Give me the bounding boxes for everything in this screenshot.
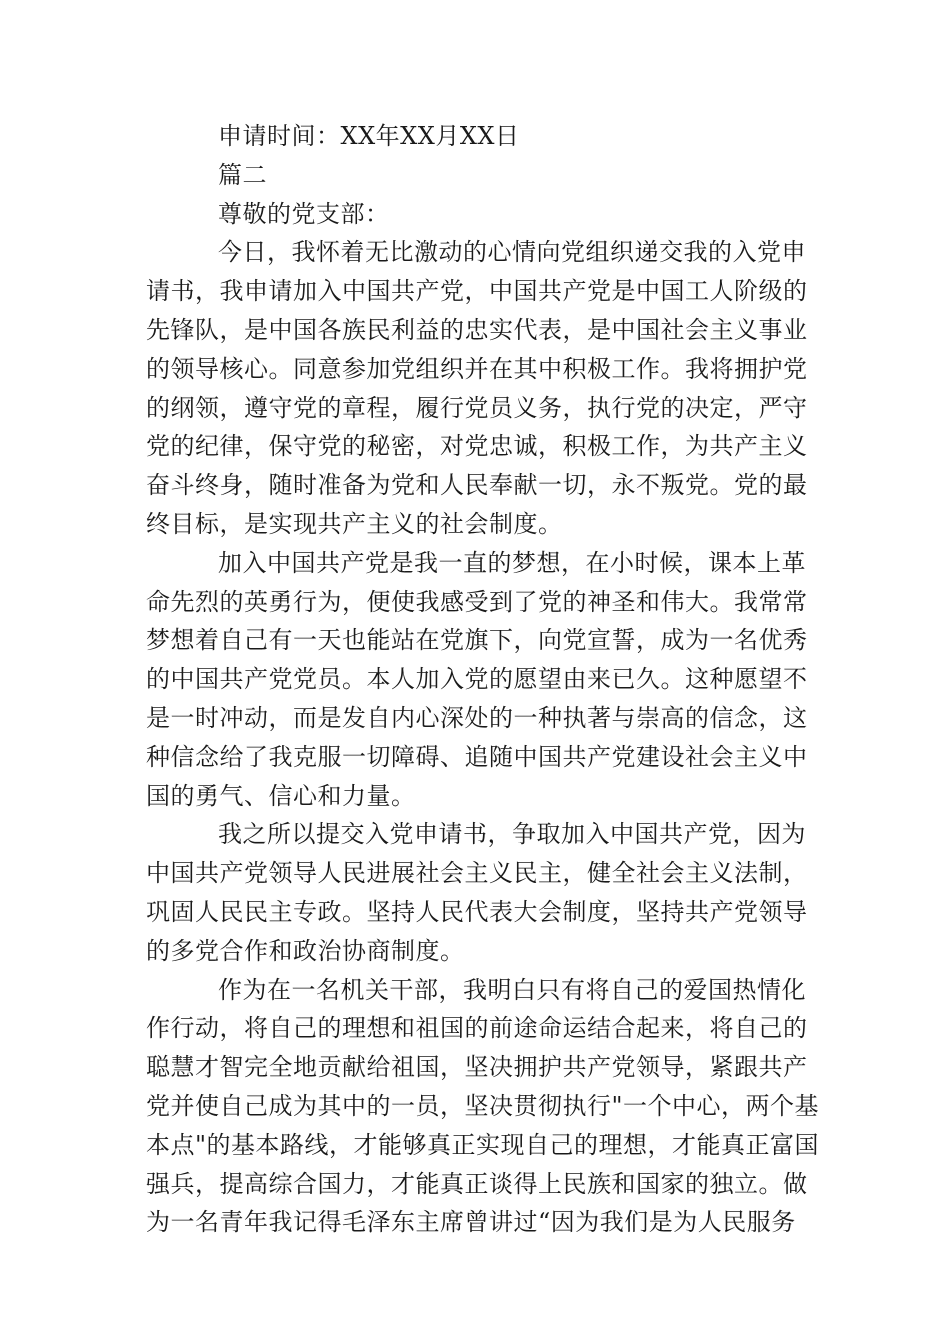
text-line: 的纲领，遵守党的章程，履行党员义务，执行党的决定，严守 <box>146 393 808 422</box>
text-line: 先锋队，是中国各族民利益的忠实代表，是中国社会主义事业 <box>146 315 808 344</box>
text-line: 种信念给了我克服一切障碍、追随中国共产党建设社会主义中 <box>146 742 808 771</box>
text-line: 为一名青年我记得毛泽东主席曾讲过“因为我们是为人民服务 <box>146 1208 796 1237</box>
paragraph-4 <box>146 971 820 1243</box>
salutation: 尊敬的党支部： <box>218 199 390 228</box>
text-line: 我之所以提交入党申请书，争取加入中国共产党，因为 <box>218 820 806 849</box>
text-line: 党并使自己成为其中的一员，坚决贯彻执行"一个中心，两个基 <box>146 1091 820 1120</box>
text-line: 是一时冲动，而是发自内心深处的一种执著与崇高的信念，这 <box>146 703 808 732</box>
text-line: 中国共产党领导人民进展社会主义民主，健全社会主义法制， <box>146 859 808 888</box>
text-line: 的多党合作和政治协商制度。 <box>146 936 465 965</box>
text-line: 作为在一名机关干部，我明白只有将自己的爱国热情化 <box>218 975 806 1004</box>
text-line: 党的纪律，保守党的秘密，对党忠诚，积极工作，为共产主义 <box>146 432 808 461</box>
document-page <box>146 117 820 1242</box>
paragraph-2 <box>146 544 806 816</box>
text-line: 请书，我申请加入中国共产党，中国共产党是中国工人阶级的 <box>146 277 808 306</box>
text-line: 命先烈的英勇行为，便使我感受到了党的神圣和伟大。我常常 <box>146 587 808 616</box>
text-line: 的中国共产党党员。本人加入党的愿望由来已久。这种愿望不 <box>146 665 808 694</box>
application-date: 申请时间：XX年XX月XX日 <box>218 122 520 150</box>
text-line: 国的勇气、信心和力量。 <box>146 781 416 810</box>
text-line: 作行动，将自己的理想和祖国的前途命运结合起来，将自己的 <box>146 1014 808 1043</box>
text-line: 终目标，是实现共产主义的社会制度。 <box>146 509 563 538</box>
text-line: 的领导核心。同意参加党组织并在其中积极工作。我将拥护党 <box>146 354 808 383</box>
text-line: 强兵，提高综合国力，才能真正谈得上民族和国家的独立。做 <box>146 1169 808 1198</box>
text-line: 奋斗终身，随时准备为党和人民奉献一切，永不叛党。党的最 <box>146 471 808 500</box>
paragraph-1 <box>146 233 806 543</box>
text-line: 加入中国共产党是我一直的梦想，在小时候，课本上革 <box>218 548 806 577</box>
text-line: 梦想着自己有一天也能站在党旗下，向党宣誓，成为一名优秀 <box>146 626 808 655</box>
paragraph-3 <box>146 815 806 970</box>
text-line: 聪慧才智完全地贡献给祖国，坚决拥护共产党领导，紧跟共产 <box>146 1053 808 1082</box>
text-line: 今日，我怀着无比激动的心情向党组织递交我的入党申 <box>218 238 806 267</box>
text-line: 巩固人民民主专政。坚持人民代表大会制度，坚持共产党领导 <box>146 897 808 926</box>
text-line: 本点"的基本路线，才能够真正实现自己的理想，才能真正富国 <box>146 1130 820 1159</box>
section-heading: 篇二 <box>218 160 267 189</box>
